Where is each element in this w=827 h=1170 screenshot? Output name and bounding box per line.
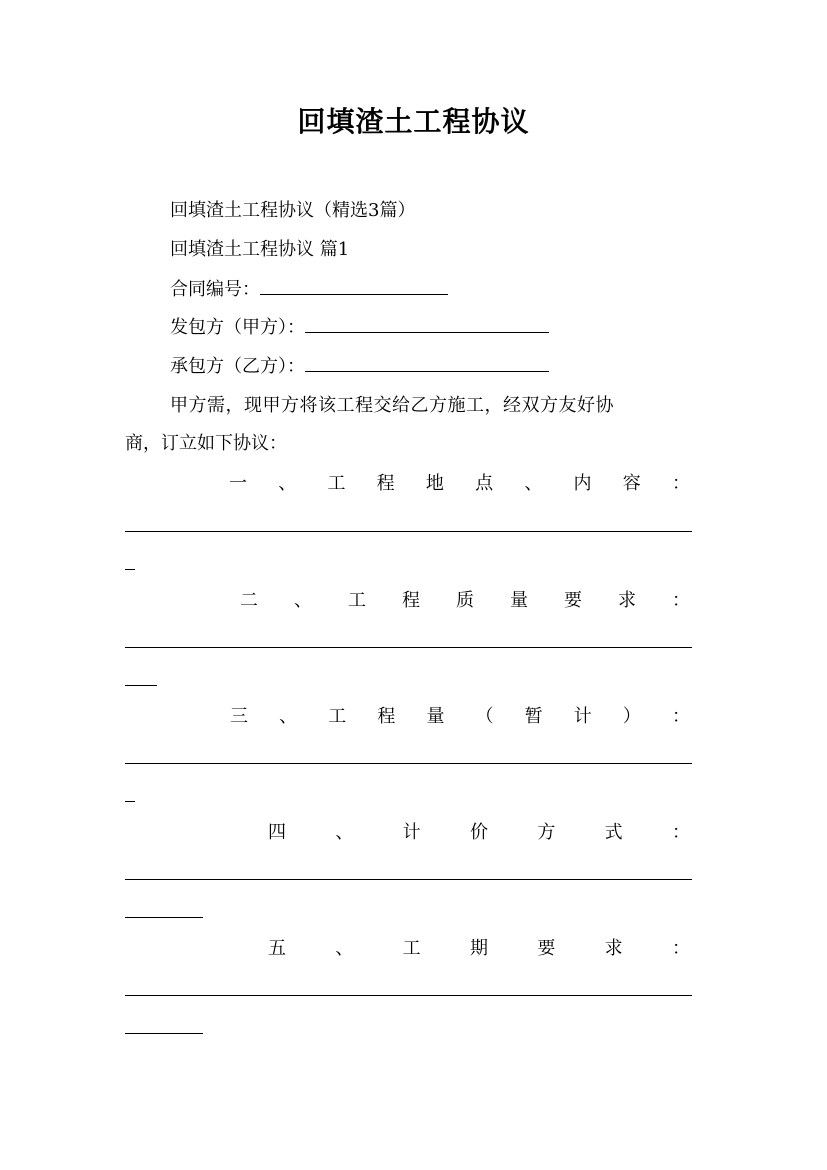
section-5-fill-stub[interactable] (125, 1033, 203, 1034)
section-char: 二 (240, 590, 258, 611)
section-char: 、 (278, 473, 297, 494)
section-heading-4 (125, 813, 690, 853)
section-char: 程 (376, 473, 395, 494)
section-char: 工 (348, 590, 366, 611)
section-char: 暂 (524, 706, 543, 727)
section-char: 量 (510, 590, 528, 611)
section-char: 求 (604, 938, 623, 959)
section-char: ： (671, 938, 690, 959)
party-a-label: 发包方（甲方）： (170, 317, 305, 338)
party-a-row (170, 308, 690, 348)
section-char: 工 (402, 938, 421, 959)
subtitle: 回填渣土工程协议（精选3篇） (170, 200, 416, 221)
section-char: 三 (230, 706, 248, 727)
section-char: 式 (604, 822, 623, 843)
contract-number-blank[interactable] (260, 278, 448, 295)
section-1-fill-stub[interactable] (125, 569, 135, 570)
section-char: 期 (469, 938, 488, 959)
section-char: 价 (469, 822, 488, 843)
section-1-fill-line[interactable] (125, 531, 692, 532)
section-char: 地 (425, 473, 444, 494)
section-4-fill-stub[interactable] (125, 917, 203, 918)
section-5-fill-line[interactable] (125, 995, 692, 996)
part-heading: 回填渣土工程协议 篇1 (170, 239, 350, 260)
section-char: 程 (377, 706, 396, 727)
section-char: 要 (564, 590, 582, 611)
section-char: ： (672, 590, 690, 611)
section-heading-5 (125, 929, 690, 969)
section-char: 内 (573, 473, 592, 494)
section-char: ： (671, 706, 690, 727)
section-char: 、 (335, 938, 354, 959)
party-b-label: 承包方（乙方）： (170, 356, 305, 377)
section-char: ： (671, 473, 690, 494)
section-2-fill-line[interactable] (125, 647, 692, 648)
section-char: 五 (268, 938, 286, 959)
contract-number-label: 合同编号： (170, 279, 260, 300)
section-char: 质 (456, 590, 474, 611)
section-char: 量 (426, 706, 445, 727)
section-char: 计 (573, 706, 592, 727)
party-b-blank[interactable] (305, 355, 549, 372)
section-char: ： (671, 822, 690, 843)
section-char: （ (475, 706, 494, 727)
contract-number-row (170, 270, 690, 310)
section-char: 计 (402, 822, 421, 843)
section-char: ） (622, 706, 641, 727)
section-char: 求 (618, 590, 636, 611)
section-heading-1 (125, 464, 690, 504)
section-char: 工 (328, 706, 347, 727)
section-4-fill-line[interactable] (125, 879, 692, 880)
section-3-fill-stub[interactable] (125, 801, 135, 802)
section-2-fill-stub[interactable] (125, 685, 157, 686)
section-char: 要 (537, 938, 556, 959)
party-b-row (170, 347, 690, 387)
section-char: 方 (537, 822, 556, 843)
section-char: 、 (279, 706, 298, 727)
intro-paragraph-line-2: 商，订立如下协议： (125, 433, 287, 454)
section-heading-3 (125, 697, 690, 737)
intro-paragraph-line-1: 甲方需，现甲方将该工程交给乙方施工，经双方友好协 (170, 395, 614, 416)
section-char: 点 (475, 473, 494, 494)
section-char: 、 (335, 822, 354, 843)
section-char: 四 (268, 822, 286, 843)
section-char: 容 (622, 473, 641, 494)
section-char: 一 (229, 473, 247, 494)
document-title: 回填渣土工程协议 (297, 105, 530, 138)
section-char: 工 (327, 473, 346, 494)
party-a-blank[interactable] (305, 316, 549, 333)
section-char: 程 (402, 590, 420, 611)
section-3-fill-line[interactable] (125, 763, 692, 764)
section-heading-2 (125, 581, 690, 621)
section-char: 、 (524, 473, 543, 494)
section-char: 、 (294, 590, 312, 611)
